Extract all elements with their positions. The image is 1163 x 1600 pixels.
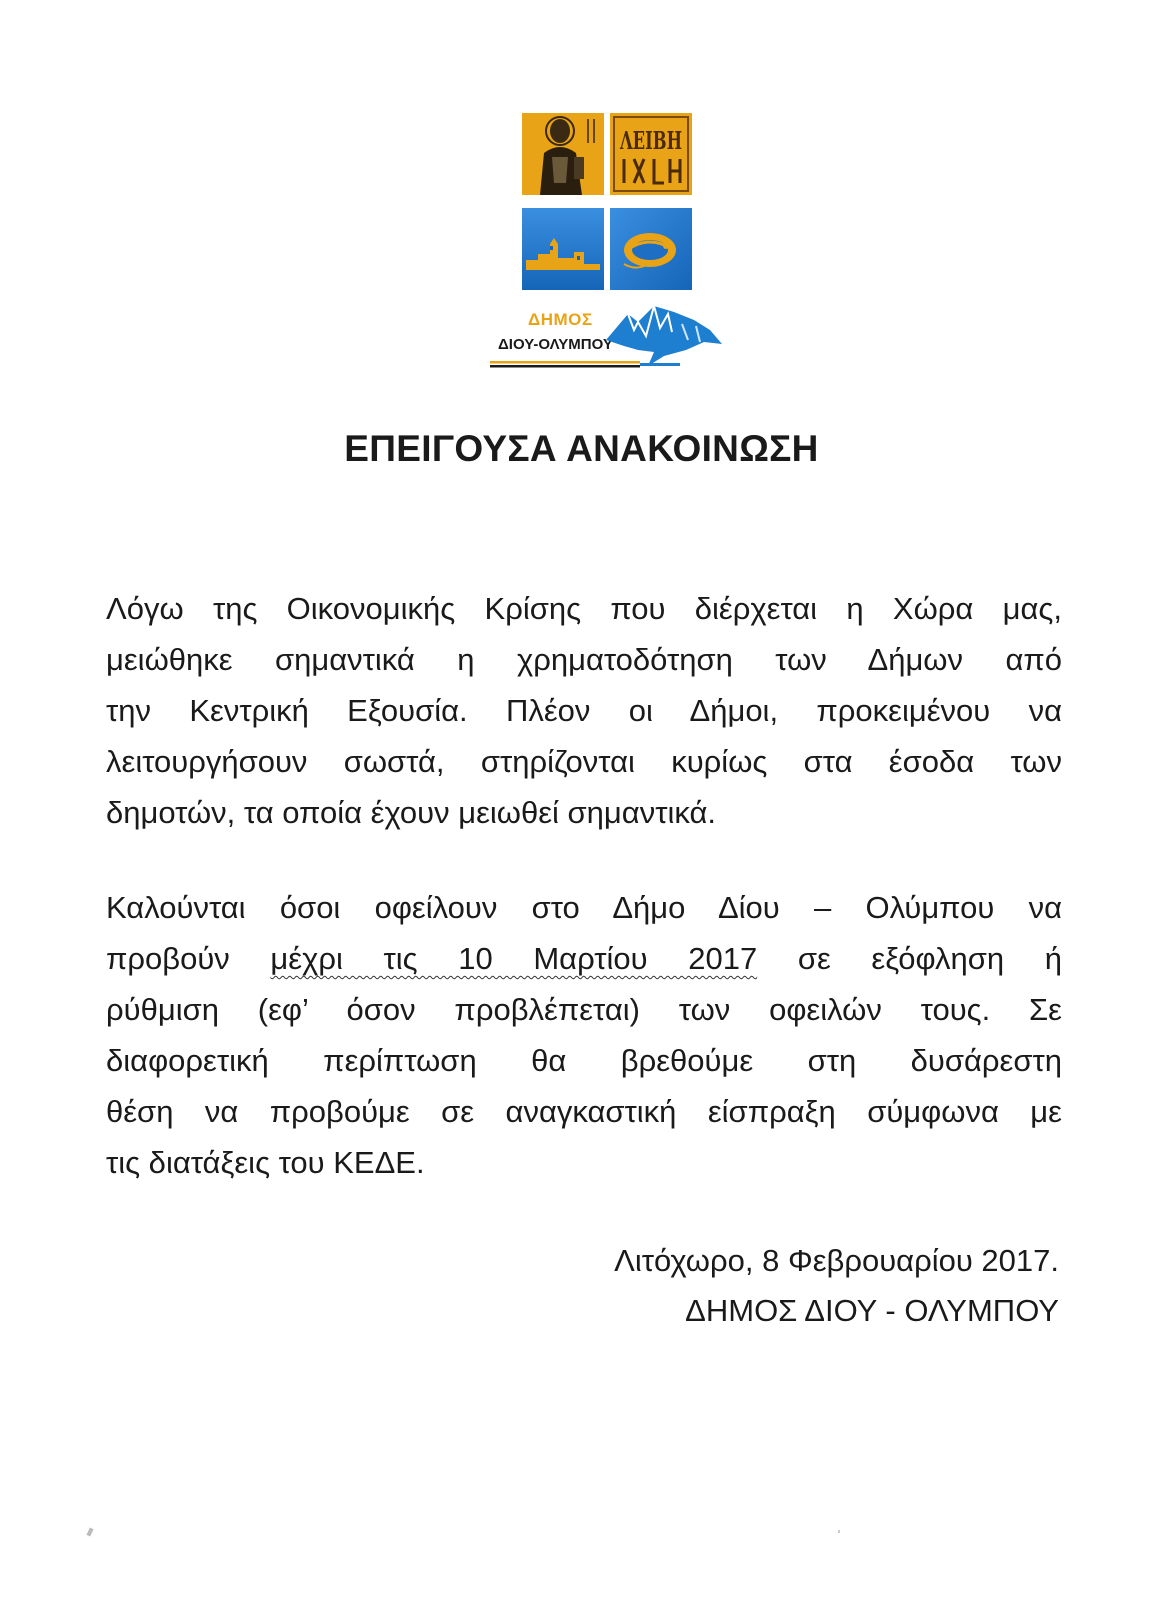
paragraph-line: διαφορετική περίπτωση θα βρεθούμε στη δυσάρεστη: [106, 1043, 1062, 1078]
paragraph-economic-crisis: [106, 583, 1062, 838]
paragraph-line: την Κεντρική Εξουσία. Πλέον οι Δήμοι, προκειμένου να: [106, 693, 1062, 728]
paragraph-line: δημοτών, τα οποία έχουν μειωθεί σημαντικά.: [106, 795, 716, 830]
logo-word-municipality: ΔΗΜΟΣ: [528, 310, 593, 329]
logo-word-dion-olympus: ΔΙΟΥ-ΟΛΥΜΠΟΥ: [498, 336, 613, 353]
deadline-date: μέχρι τις 10 Μαρτίου 2017: [270, 941, 758, 976]
saint-icon-tile: [522, 113, 604, 195]
castle-tile: [522, 208, 604, 290]
municipality-logo: [488, 110, 748, 380]
deadline-suffix: σε εξόφληση ή: [757, 941, 1062, 976]
paragraph-line: Καλούνται όσοι οφείλουν στο Δήμο Δίου – Ολύμπου να: [106, 890, 1062, 925]
ancient-letters-tile: [610, 113, 692, 195]
ancient-letters: ΛΕΙΒΗ: [619, 126, 682, 155]
paragraph-line: θέση να προβούμε σε αναγκαστική είσπραξη σύμφωνα με: [106, 1094, 1062, 1129]
place-and-date: Λιτόχωρο, 8 Φεβρουαρίου 2017.: [614, 1243, 1059, 1278]
paragraph-line: ρύθμιση (εφ’ όσον προβλέπεται) των οφειλών τους. Σε: [106, 992, 1062, 1027]
scan-speck: [838, 1530, 840, 1533]
mosaic-tile: [610, 208, 692, 290]
paragraph-line: λειτουργήσουν σωστά, στηρίζονται κυρίως στα έσοδα των: [106, 744, 1062, 779]
paragraph-line: μειώθηκε σημαντικά η χρηματοδότηση των Δήμων από: [106, 642, 1062, 677]
paragraph-debt-notice: [106, 882, 1062, 1188]
signing-organization: ΔΗΜΟΣ ΔΙΟΥ - ΟΛΥΜΠΟΥ: [685, 1293, 1059, 1328]
paragraph-line-deadline: [106, 933, 1062, 984]
announcement-title: ΕΠΕΙΓΟΥΣΑ ΑΝΑΚΟΙΝΩΣΗ: [344, 428, 819, 469]
scan-speck: [86, 1528, 93, 1537]
paragraph-line: Λόγω της Οικονομικής Κρίσης που διέρχεται η Χώρα μας,: [106, 591, 1062, 626]
deadline-prefix: προβούν: [106, 941, 271, 976]
paragraph-line: τις διατάξεις του ΚΕΔΕ.: [106, 1145, 425, 1180]
logo-underline-bars: [490, 360, 680, 370]
